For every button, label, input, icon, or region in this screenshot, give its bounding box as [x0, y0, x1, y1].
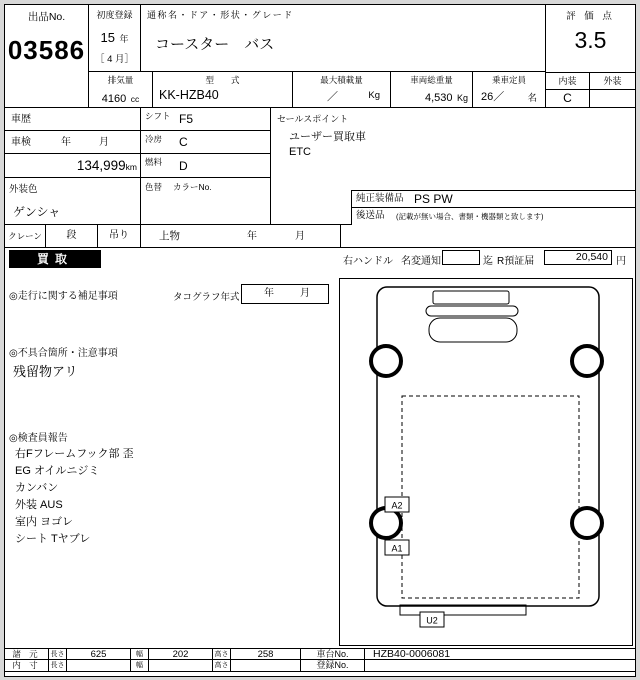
- deposit-amount-box: 20,540: [544, 250, 612, 265]
- displacement-label: 排気量: [107, 75, 134, 85]
- crane-label-cell: [5, 225, 46, 248]
- gross-weight-label: 車両総重量: [410, 75, 453, 85]
- exterior-color-value: ゲンシャ: [13, 205, 61, 219]
- roof-hatch: [433, 291, 509, 304]
- mileage-value: 134,999: [76, 158, 126, 173]
- capacity-label: 乗車定員: [491, 75, 526, 85]
- fuel-cell: [141, 154, 271, 178]
- displacement-value: 4160: [101, 93, 127, 105]
- first-reg-month: ［ 4 月］: [94, 54, 135, 65]
- yen-label: 円: [616, 256, 626, 267]
- auction-sheet: [4, 4, 636, 677]
- crane-tsuri-label: 吊り: [109, 230, 129, 241]
- inspection-cell: [5, 131, 141, 154]
- uwamono-label: 上物: [159, 230, 180, 242]
- genuine-equipment-cell: [351, 190, 635, 208]
- mileage-unit: km: [125, 162, 137, 172]
- length-value: 625: [67, 648, 131, 660]
- inner-width-value: [149, 660, 213, 672]
- kousou-note: (記載が無い場合、書類・機器類と致します): [396, 212, 544, 221]
- interior-label: 内装: [546, 72, 590, 90]
- inspector-item: 外装 AUS: [15, 499, 63, 511]
- crane-dan-label: 段: [66, 230, 77, 241]
- vehicle-name-cell: [141, 5, 546, 72]
- inspection-month: 月: [99, 137, 109, 148]
- displacement-cell: [89, 72, 153, 108]
- genuine-equipment-value: PS PW: [414, 192, 453, 206]
- diagram-mark-u2: U2: [426, 615, 438, 626]
- model-cell: [153, 72, 293, 108]
- shift-cell: [141, 108, 271, 131]
- color-change-label: 色替: [145, 182, 163, 192]
- genuine-equipment-label: 純正装備品: [356, 193, 404, 204]
- kaitori-badge: 買取: [9, 250, 101, 268]
- chassis-no-label: 車台No.: [301, 648, 365, 660]
- inner-height-value: [231, 660, 301, 672]
- crane-tsuri-cell: [98, 225, 141, 248]
- sales-point-line2: ETC: [289, 146, 311, 158]
- fuel-label: 燃料: [145, 157, 163, 167]
- exhibit-no-cell: [5, 5, 89, 108]
- history-label: 車歴: [11, 114, 31, 125]
- steering-label: 右ハンドル: [343, 256, 393, 267]
- inner-length-value: [67, 660, 131, 672]
- kousou-cell: [351, 208, 635, 225]
- gross-weight-value: 4,530: [425, 92, 453, 104]
- first-reg-year: 15: [100, 30, 115, 45]
- mileage-note-heading: ◎走行に関する補足事項: [9, 291, 118, 302]
- capacity-unit: 名: [527, 93, 537, 104]
- score-value: 3.5: [574, 27, 607, 53]
- inner-width-label: 幅: [131, 660, 149, 672]
- floor-dashed-outline: [402, 396, 579, 598]
- wheel-rear-right: [572, 508, 602, 538]
- inspector-heading: ◎検査員報告: [9, 433, 68, 444]
- kousou-label: 後送品: [356, 210, 385, 221]
- sales-point-label: セールスポイント: [277, 114, 349, 124]
- inspector-item: 室内 ヨゴレ: [15, 516, 74, 528]
- first-registration-label: 初度登録: [96, 10, 133, 20]
- inspection-year: 年: [61, 137, 71, 148]
- displacement-unit: cc: [130, 94, 140, 104]
- first-registration-cell: [89, 5, 141, 72]
- wheel-front-right: [572, 346, 602, 376]
- diagram-mark-a2: A2: [391, 500, 403, 511]
- height-value: 258: [231, 648, 301, 660]
- windshield: [429, 318, 517, 342]
- inspector-item: カンバン: [15, 482, 59, 494]
- uwamono-month: 月: [295, 231, 305, 242]
- exterior-color-label: 外装色: [9, 184, 38, 195]
- shift-value: F5: [179, 112, 194, 126]
- score-cell: [546, 5, 635, 108]
- vehicle-diagram-svg: [340, 279, 632, 645]
- cooling-label: 冷房: [145, 134, 163, 144]
- deposit-cert-label: R預証届: [497, 256, 535, 267]
- inspector-report-list: [15, 446, 134, 548]
- crane-dan-cell: [46, 225, 98, 248]
- width-value: 202: [149, 648, 213, 660]
- inner-length-label: 長さ: [49, 660, 67, 672]
- width-label: 幅: [131, 648, 149, 660]
- name-change-date-box: [442, 250, 480, 265]
- capacity-cell: [473, 72, 546, 108]
- diagram-mark-a1: A1: [391, 543, 403, 554]
- exterior-color-cell: [5, 178, 141, 225]
- height-label: 高さ: [213, 648, 231, 660]
- history-cell: [5, 108, 141, 131]
- max-load-value: ／: [327, 91, 338, 103]
- exhibit-no-value: 03586: [7, 35, 86, 65]
- tachograph-label: タコグラフ年式: [173, 292, 240, 303]
- inspector-item: EG オイルニジミ: [15, 465, 100, 477]
- crane-label: クレーン: [8, 231, 42, 241]
- model-label: 型 式: [205, 75, 240, 85]
- registration-no-label: 登録No.: [301, 660, 365, 672]
- length-label: 長さ: [49, 648, 67, 660]
- gross-weight-cell: [391, 72, 473, 108]
- blank-cell: [341, 225, 635, 248]
- spec-row-label: 諸 元: [5, 648, 49, 660]
- inspector-item: 右Fフレームフック部 歪: [15, 448, 134, 460]
- vehicle-name-value: コースター バス: [155, 36, 275, 53]
- cooling-cell: [141, 131, 271, 154]
- sales-point-line1: ユーザー買取車: [289, 131, 366, 143]
- color-no-label: カラーNo.: [173, 182, 212, 192]
- defect-heading: ◎不具合箇所・注意事項: [9, 348, 118, 359]
- inner-dim-row-label: 内 寸: [5, 660, 49, 672]
- model-value: KK-HZB40: [159, 88, 219, 102]
- mileage-cell: [5, 154, 141, 178]
- max-load-unit: Kg: [368, 90, 380, 101]
- first-reg-year-unit: 年: [119, 34, 129, 44]
- capacity-value: 26／: [481, 91, 505, 103]
- score-label: 評 価 点: [566, 11, 615, 22]
- front-panel: [426, 306, 518, 316]
- exterior-label: 外装: [590, 72, 635, 90]
- exhibit-no-label: 出品No.: [27, 11, 66, 23]
- bus-body-outline: [377, 287, 599, 606]
- wheel-front-left: [371, 346, 401, 376]
- max-load-label: 最大積載量: [320, 75, 363, 85]
- vehicle-name-label: 通称名・ドア・形状・グレード: [147, 10, 294, 20]
- inspection-label: 車検: [11, 137, 31, 148]
- name-change-label: 名変通知: [401, 256, 441, 267]
- registration-no-value: [365, 660, 635, 672]
- inspector-item: シート Tヤブレ: [15, 533, 91, 545]
- tachograph-year: 年: [264, 288, 274, 299]
- gross-weight-unit: Kg: [456, 93, 468, 103]
- interior-grade-value: C: [546, 90, 590, 108]
- tachograph-month: 月: [300, 288, 310, 299]
- chassis-no-value: HZB40-0006081: [365, 648, 635, 660]
- fuel-value: D: [179, 159, 188, 173]
- shift-label: シフト: [145, 111, 171, 121]
- tachograph-year-box: [241, 284, 329, 304]
- cooling-value: C: [179, 135, 188, 149]
- uwamono-cell: [141, 225, 341, 248]
- defect-text: 残留物アリ: [13, 364, 78, 379]
- color-change-cell: [141, 178, 271, 225]
- uwamono-year: 年: [247, 231, 257, 242]
- max-load-cell: [293, 72, 391, 108]
- made-label: 迄: [483, 256, 493, 267]
- vehicle-diagram-box: [339, 278, 633, 646]
- inner-height-label: 高さ: [213, 660, 231, 672]
